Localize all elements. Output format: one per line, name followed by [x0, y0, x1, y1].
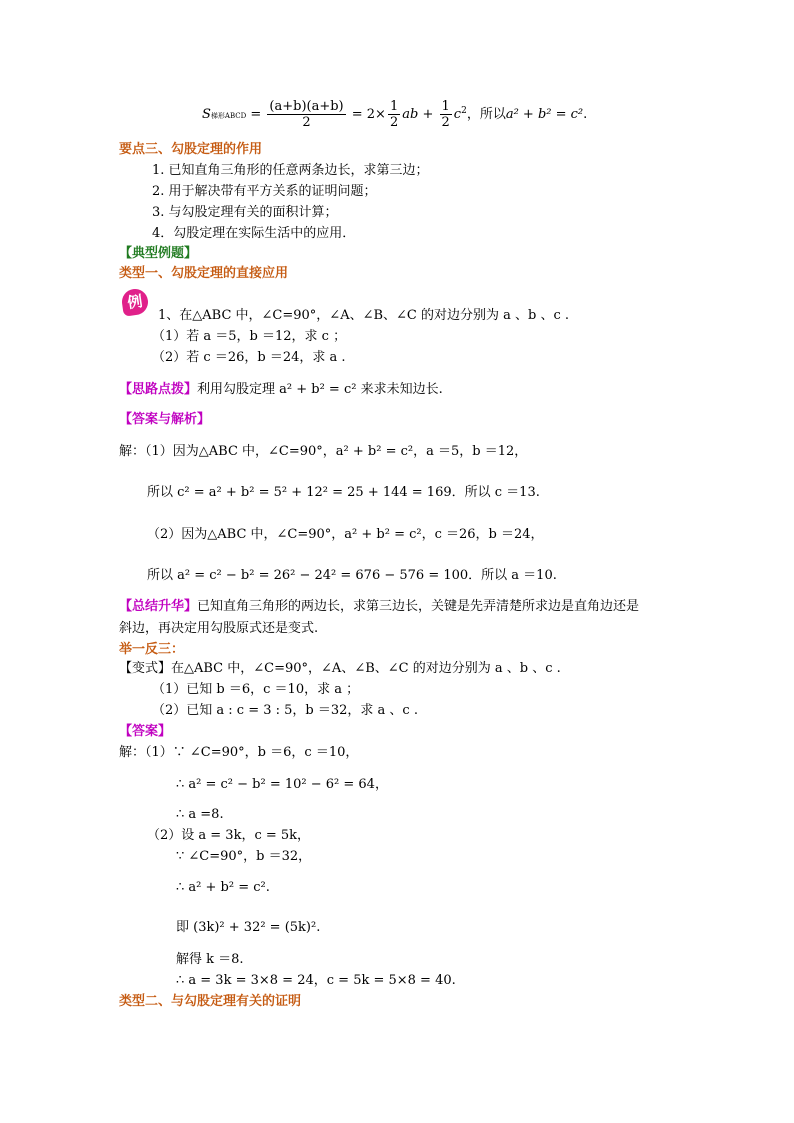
example-question: （1）若 a ＝5，b ＝12，求 c ；: [152, 329, 347, 344]
solution-line: 所以 a² = c² − b² = 26² − 24² = 676 − 576 = 100．所以 a ＝10.: [147, 568, 557, 583]
solution-line: 所以 c² = a² + b² = 5² + 12² = 25 + 144 = 169．所以 c ＝13.: [147, 485, 540, 500]
solution-line: 解：（1）因为△ABC 中，∠C=90°，a² + b² = c²，a ＝5，b ＝12，: [119, 444, 528, 459]
variant-question: （2）已知 a : c = 3 : 5，b ＝32，求 a 、c .: [152, 703, 418, 718]
solution2-line: ∴ a² = c² − b² = 10² − 6² = 64，: [176, 777, 388, 792]
fraction-half-2: $\frac{1}{2}$: [441, 99, 450, 130]
practice-label: 举一反三：: [119, 642, 185, 657]
list-item: 1. 已知直角三角形的任意两条边长，求第三边；: [152, 163, 429, 178]
solution2-line: ∴ a =8.: [176, 807, 224, 822]
list-item: 3. 与勾股定理有关的面积计算；: [152, 205, 338, 220]
solution2-line: ∴ a² + b² = c².: [176, 880, 270, 895]
area-formula: S梯形ABCD = $\frac{(a+b)(a+b)}{2}$ = 2× $\frac{1}{2}$ ab + $\frac{1}{2}$ $c^2$，所以a² + b² = c².: [202, 99, 588, 130]
solution2-line: ∵ ∠C=90°，b ＝32，: [176, 849, 312, 864]
variant-question: （1）已知 b ＝6，c ＝10，求 a ；: [152, 682, 360, 697]
solution2-line: 解：（1）∵ ∠C=90°，b ＝6，c ＝10，: [119, 745, 359, 760]
list-item: 4．勾股定理在实际生活中的应用．: [152, 226, 356, 241]
fraction-half: $\frac{1}{2}$: [389, 99, 399, 130]
summary-line: 【总结升华】已知直角三角形的两边长，求第三边长，关键是先弄清楚所求边是直角边还是: [119, 599, 640, 614]
solution2-line: ∴ a = 3k = 3×8 = 24，c = 5k = 5×8 = 40.: [176, 973, 456, 988]
hint-text: 利用勾股定理 a² + b² = c² 来求未知边长.: [197, 382, 443, 397]
answer2-label: 【答案】: [119, 724, 172, 739]
solution2-line: 解得 k ＝8.: [176, 952, 244, 967]
solution2-line: 即 (3k)² + 32² = (5k)².: [176, 920, 321, 935]
summary-line-2: 斜边，再决定用勾股原式还是变式.: [119, 621, 319, 636]
answer-label: 【答案与解析】: [119, 412, 211, 427]
solution-line: （2）因为△ABC 中，∠C=90°，a² + b² = c²，c ＝26，b ＝24，: [147, 527, 544, 542]
example-stem: 1、在△ABC 中，∠C=90°，∠A、∠B、∠C 的对边分别为 a 、b 、c .: [158, 308, 570, 323]
type-heading-2: 类型二、与勾股定理有关的证明: [119, 994, 302, 1009]
typical-examples-heading: 【典型例题】: [119, 246, 198, 261]
type-heading: 类型一、勾股定理的直接应用: [119, 266, 289, 281]
variant-stem: 【变式】在△ABC 中，∠C=90°，∠A、∠B、∠C 的对边分别为 a 、b 、c .: [119, 661, 561, 676]
section-heading: 要点三、勾股定理的作用: [119, 142, 263, 157]
solution2-line: （2）设 a = 3k，c = 5k，: [147, 828, 311, 843]
list-item: 2. 用于解决带有平方关系的证明问题；: [152, 184, 377, 199]
hint-line: [119, 381, 443, 399]
example-badge: 例: [120, 287, 149, 316]
summary-label: 【总结升华】: [119, 599, 198, 614]
fraction-main: $\frac{(a+b)(a+b)}{2}$: [269, 99, 344, 130]
example-question: （2）若 c ＝26，b ＝24，求 a .: [152, 350, 346, 365]
hint-label: 【思路点拨】: [119, 382, 198, 397]
